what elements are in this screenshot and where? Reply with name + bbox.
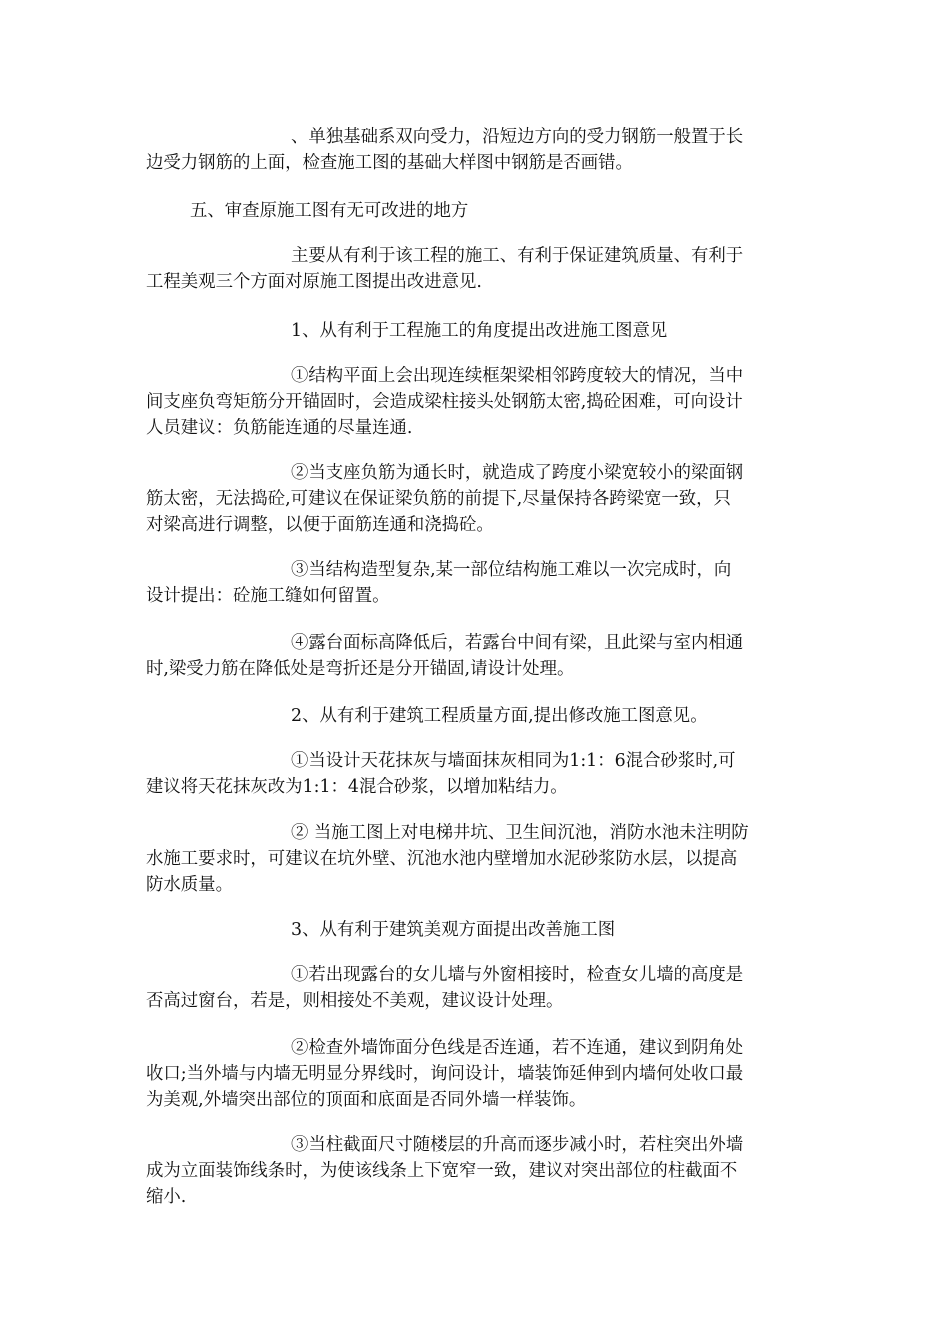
- paragraph-line: ①若出现露台的女儿墙与外窗相接时，检查女儿墙的高度是: [291, 965, 744, 985]
- paragraph-line: 为美观,外墙突出部位的顶面和底面是否同外墙一样装饰。: [146, 1090, 587, 1110]
- paragraph-item-2-1: [146, 748, 806, 800]
- paragraph-line: ③当柱截面尺寸随楼层的升高而逐步减小时，若柱突出外墙: [291, 1135, 744, 1155]
- paragraph-line: 边受力钢筋的上面，检查施工图的基础大样图中钢筋是否画错。: [146, 153, 633, 173]
- paragraph-line: 防水质量。: [146, 875, 233, 895]
- paragraph-line: 筋太密，无法捣砼,可建议在保证梁负筋的前提下,尽量保持各跨梁宽一致，只: [146, 489, 731, 509]
- paragraph-item-1-3: [146, 557, 806, 609]
- paragraph-line: 、单独基础系双向受力，沿短边方向的受力钢筋一般置于长: [291, 127, 744, 147]
- paragraph-line: ②当支座负筋为通长时，就造成了跨度小梁宽较小的梁面钢: [291, 463, 744, 483]
- paragraph-line: 否高过窗台，若是，则相接处不美观，建议设计处理。: [146, 991, 564, 1011]
- paragraph-line: 主要从有利于该工程的施工、有利于保证建筑质量、有利于: [291, 246, 744, 266]
- subheading-construction: [146, 318, 806, 344]
- paragraph-item-1-2: [146, 460, 806, 538]
- paragraph-line: 五、审查原施工图有无可改进的地方: [190, 201, 469, 221]
- paragraph-line: 人员建议：负筋能连通的尽量连通.: [146, 418, 413, 438]
- paragraph-line: 对梁高进行调整，以便于面筋连通和浇捣砼。: [146, 515, 494, 535]
- paragraph-line: ② 当施工图上对电梯井坑、卫生间沉池，消防水池未注明防: [291, 823, 749, 843]
- paragraph-line: 1、从有利于工程施工的角度提出改进施工图意见: [291, 321, 668, 341]
- paragraph-line: 2、从有利于建筑工程质量方面,提出修改施工图意见。: [291, 706, 708, 726]
- paragraph-line: 间支座负弯矩筋分开锚固时，会造成梁柱接头处钢筋太密,捣砼困难，可向设计: [146, 392, 743, 412]
- paragraph-line: ①当设计天花抹灰与墙面抹灰相同为1:1：6混合砂浆时,可: [291, 751, 736, 771]
- paragraph-line: 收口;当外墙与内墙无明显分界线时，询问设计，墙装饰延伸到内墙何处收口最: [146, 1064, 744, 1084]
- paragraph-line: 时,梁受力筋在降低处是弯折还是分开锚固,请设计处理。: [146, 659, 575, 679]
- paragraph-item-3-1: [146, 962, 806, 1014]
- paragraph-foundation-rebar: [146, 124, 806, 176]
- paragraph-line: ③当结构造型复杂,某一部位结构施工难以一次完成时，向: [291, 560, 732, 580]
- paragraph-line: 建议将天花抹灰改为1:1：4混合砂浆，以增加粘结力。: [146, 777, 568, 797]
- paragraph-line: 设计提出：砼施工缝如何留置。: [146, 586, 390, 606]
- paragraph-item-1-4: [146, 630, 806, 682]
- paragraph-item-2-2: [146, 820, 806, 898]
- paragraph-line: 成为立面装饰线条时，为使该线条上下宽窄一致，建议对突出部位的柱截面不: [146, 1161, 738, 1181]
- paragraph-line: 3、从有利于建筑美观方面提出改善施工图: [291, 920, 616, 940]
- paragraph-line: ①结构平面上会出现连续框架梁相邻跨度较大的情况，当中: [291, 366, 744, 386]
- paragraph-line: ②检查外墙饰面分色线是否连通，若不连通，建议到阴角处: [291, 1038, 744, 1058]
- paragraph-item-3-3: [146, 1132, 806, 1210]
- subheading-quality: [146, 703, 806, 729]
- paragraph-item-3-2: [146, 1035, 806, 1113]
- subheading-aesthetics: [146, 917, 806, 943]
- paragraph-item-1-1: [146, 363, 806, 441]
- paragraph-line: 工程美观三个方面对原施工图提出改进意见.: [146, 272, 482, 292]
- paragraph-line: 缩小.: [146, 1187, 187, 1207]
- section-heading-five: [146, 198, 806, 224]
- paragraph-intro-improvements: [146, 243, 806, 295]
- paragraph-line: 水施工要求时，可建议在坑外壁、沉池水池内壁增加水泥砂浆防水层，以提高: [146, 849, 738, 869]
- paragraph-line: ④露台面标高降低后，若露台中间有梁，且此梁与室内相通: [291, 633, 744, 653]
